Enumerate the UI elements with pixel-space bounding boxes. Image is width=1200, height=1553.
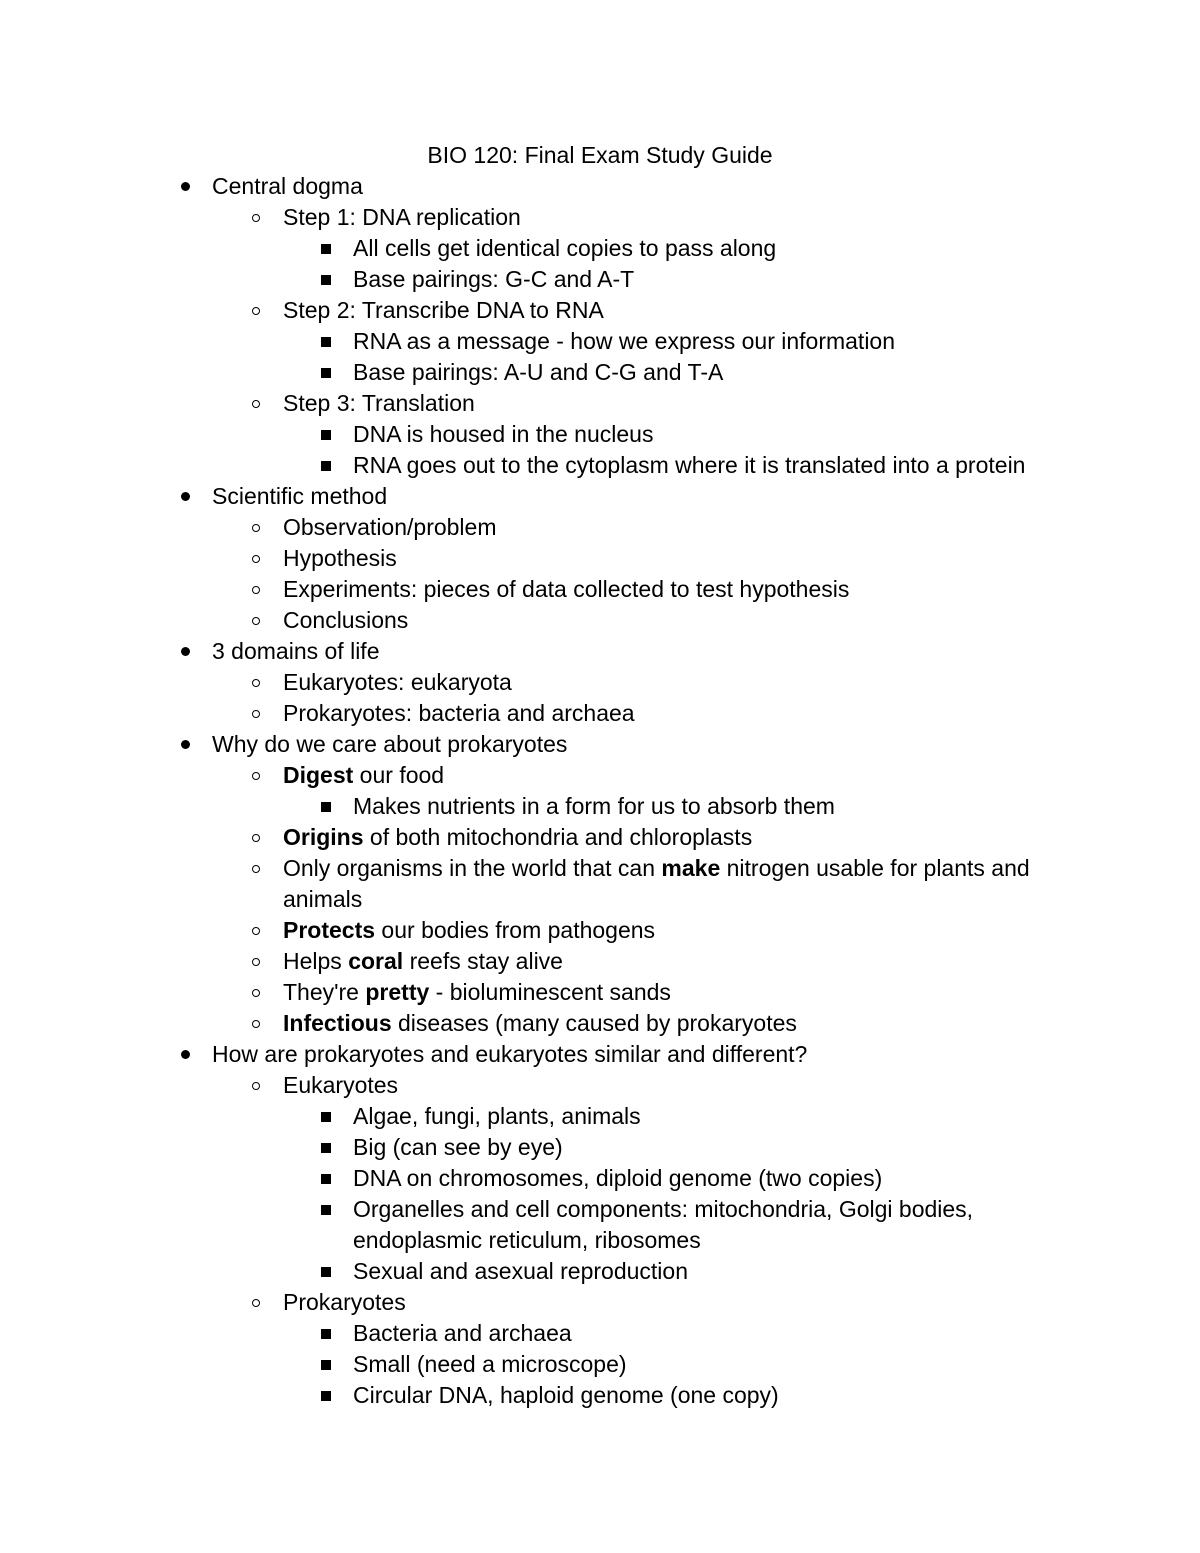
item-text: [353, 1101, 1060, 1132]
bullet-circle-icon: [246, 667, 266, 698]
item-text: [212, 729, 1060, 760]
item-emphasis: Infectious: [283, 1010, 392, 1036]
item-text-body: DNA is housed in the nucleus: [353, 421, 654, 447]
item-text-body: Prokaryotes: bacteria and archaea: [283, 700, 635, 726]
section-item: [0, 171, 1200, 202]
item-text-body: Bacteria and archaea: [353, 1320, 572, 1346]
item-text-body: Base pairings: A-U and C-G and T-A: [353, 359, 724, 385]
item-text: [353, 1256, 1060, 1287]
bullet-square-icon: [316, 450, 336, 481]
bullet-square-icon: [316, 1163, 336, 1194]
bullet-circle-icon: [246, 1287, 266, 1318]
item-emphasis: Digest: [283, 762, 354, 788]
bullet-circle-icon: [246, 760, 266, 791]
bullet-circle-icon: [246, 543, 266, 574]
item-text-body: Circular DNA, haploid genome (one copy): [353, 1382, 779, 1408]
item-text: [283, 202, 1060, 233]
item-emphasis: pretty: [365, 979, 430, 1005]
bullet-circle-icon: [246, 946, 266, 977]
item-text: [283, 698, 1060, 729]
item-text: [283, 543, 1060, 574]
bullet-square-icon: [316, 1349, 336, 1380]
item-emphasis: coral: [348, 948, 404, 974]
list-item: [0, 760, 1200, 791]
item-text-body: RNA as a message - how we express our information: [353, 328, 896, 354]
item-text: [283, 760, 1060, 791]
item-text: [353, 1349, 1060, 1380]
sub-list-item: [0, 264, 1200, 295]
item-text: [283, 915, 1060, 946]
item-text: [283, 977, 1060, 1008]
list-item: [0, 202, 1200, 233]
item-text: [283, 667, 1060, 698]
bullet-circle-icon: [246, 915, 266, 946]
sub-list-item: [0, 1256, 1200, 1287]
list-item: [0, 853, 1200, 915]
item-text-body: reefs stay alive: [403, 948, 563, 974]
bullet-square-icon: [316, 233, 336, 264]
item-text: [353, 233, 1060, 264]
item-text: [353, 264, 1060, 295]
item-text-body: Algae, fungi, plants, animals: [353, 1103, 641, 1129]
item-text: [283, 946, 1060, 977]
section-item: [0, 636, 1200, 667]
list-item: [0, 698, 1200, 729]
item-text: [353, 419, 1060, 450]
item-text-body: How are prokaryotes and eukaryotes similar and different?: [212, 1041, 808, 1067]
item-text-body: of both mitochondria and chloroplasts: [363, 824, 753, 850]
section-item: [0, 729, 1200, 760]
bullet-dot-icon: [175, 1039, 195, 1070]
list-item: [0, 1070, 1200, 1101]
bullet-square-icon: [316, 1318, 336, 1349]
bullet-square-icon: [316, 326, 336, 357]
item-text: [283, 1070, 1060, 1101]
item-text-lead: They're: [283, 979, 366, 1005]
item-text-body: Small (need a microscope): [353, 1351, 627, 1377]
item-text: [353, 450, 1060, 481]
item-text: [353, 1194, 1060, 1256]
sub-list-item: [0, 419, 1200, 450]
list-item: [0, 822, 1200, 853]
item-text-body: Observation/problem: [283, 514, 497, 540]
sub-list-item: [0, 1318, 1200, 1349]
item-text: [283, 388, 1060, 419]
item-text-body: our food: [353, 762, 445, 788]
item-text-body: All cells get identical copies to pass along: [353, 235, 777, 261]
outline-list: [0, 171, 1200, 1411]
bullet-circle-icon: [246, 202, 266, 233]
item-emphasis: Origins: [283, 824, 364, 850]
sub-list-item: [0, 1380, 1200, 1411]
document-title: BIO 120: Final Exam Study Guide: [427, 142, 773, 168]
sub-list-item: [0, 1101, 1200, 1132]
item-text-lead: Only organisms in the world that can: [283, 855, 662, 881]
bullet-dot-icon: [175, 729, 195, 760]
item-text-body: Eukaryotes: [283, 1072, 399, 1098]
bullet-square-icon: [316, 1194, 336, 1225]
bullet-circle-icon: [246, 977, 266, 1008]
bullet-square-icon: [316, 264, 336, 295]
item-text-body: Organelles and cell components: mitochondria, Golgi bodies, endoplasmic reticulum, ribosomes: [353, 1196, 974, 1253]
section-item: [0, 481, 1200, 512]
item-text-body: Eukaryotes: eukaryota: [283, 669, 512, 695]
item-text: [353, 1163, 1060, 1194]
item-text-body: Scientific method: [212, 483, 388, 509]
item-text: [353, 791, 1060, 822]
item-text-body: Why do we care about prokaryotes: [212, 731, 568, 757]
bullet-circle-icon: [246, 388, 266, 419]
item-text-body: - bioluminescent sands: [429, 979, 671, 1005]
section-item: [0, 1039, 1200, 1070]
sub-list-item: [0, 1132, 1200, 1163]
list-item: [0, 512, 1200, 543]
item-text: [283, 853, 1060, 915]
bullet-circle-icon: [246, 1070, 266, 1101]
sub-list-item: [0, 1194, 1200, 1256]
bullet-circle-icon: [246, 512, 266, 543]
item-text: [283, 1008, 1060, 1039]
bullet-dot-icon: [175, 481, 195, 512]
item-text-body: diseases (many caused by prokaryotes: [391, 1010, 797, 1036]
bullet-square-icon: [316, 791, 336, 822]
item-text-body: Central dogma: [212, 173, 363, 199]
sub-list-item: [0, 326, 1200, 357]
list-item: [0, 915, 1200, 946]
sub-list-item: [0, 791, 1200, 822]
list-item: [0, 543, 1200, 574]
bullet-circle-icon: [246, 1008, 266, 1039]
bullet-dot-icon: [175, 171, 195, 202]
item-text-body: Step 2: Transcribe DNA to RNA: [283, 297, 604, 323]
sub-list-item: [0, 1163, 1200, 1194]
item-emphasis: Protects: [283, 917, 376, 943]
item-text: [353, 1318, 1060, 1349]
item-text-body: DNA on chromosomes, diploid genome (two copies): [353, 1165, 883, 1191]
bullet-square-icon: [316, 419, 336, 450]
item-text-body: Step 3: Translation: [283, 390, 475, 416]
item-text-body: Base pairings: G-C and A-T: [353, 266, 635, 292]
item-text-body: Conclusions: [283, 607, 409, 633]
item-text-body: Makes nutrients in a form for us to absorb them: [353, 793, 835, 819]
item-text: [283, 295, 1060, 326]
item-text-body: Experiments: pieces of data collected to test hypothesis: [283, 576, 850, 602]
item-text: [212, 1039, 1060, 1070]
item-text: [283, 822, 1060, 853]
item-text-body: Big (can see by eye): [353, 1134, 563, 1160]
list-item: [0, 1008, 1200, 1039]
list-item: [0, 295, 1200, 326]
sub-list-item: [0, 450, 1200, 481]
item-text: [283, 574, 1060, 605]
item-text: [353, 1380, 1060, 1411]
bullet-circle-icon: [246, 574, 266, 605]
item-text: [283, 1287, 1060, 1318]
bullet-square-icon: [316, 1380, 336, 1411]
item-text: [283, 512, 1060, 543]
bullet-square-icon: [316, 1101, 336, 1132]
sub-list-item: [0, 1349, 1200, 1380]
item-text-body: Prokaryotes: [283, 1289, 406, 1315]
list-item: [0, 667, 1200, 698]
list-item: [0, 605, 1200, 636]
item-text-body: Sexual and asexual reproduction: [353, 1258, 689, 1284]
bullet-dot-icon: [175, 636, 195, 667]
sub-list-item: [0, 233, 1200, 264]
bullet-square-icon: [316, 357, 336, 388]
item-text-body: Step 1: DNA replication: [283, 204, 521, 230]
bullet-square-icon: [316, 1256, 336, 1287]
item-text: [212, 636, 1060, 667]
list-item: [0, 1287, 1200, 1318]
item-text: [353, 357, 1060, 388]
item-text-body: RNA goes out to the cytoplasm where it is translated into a protein: [353, 452, 1026, 478]
item-text: [353, 326, 1060, 357]
bullet-circle-icon: [246, 853, 266, 884]
item-text-body: nitrogen usable for plants and animals: [283, 855, 1030, 912]
item-text-body: Hypothesis: [283, 545, 397, 571]
bullet-circle-icon: [246, 822, 266, 853]
item-text: [283, 605, 1060, 636]
bullet-circle-icon: [246, 295, 266, 326]
bullet-circle-icon: [246, 698, 266, 729]
item-text: [212, 481, 1060, 512]
list-item: [0, 946, 1200, 977]
item-text-body: our bodies from pathogens: [375, 917, 656, 943]
bullet-square-icon: [316, 1132, 336, 1163]
item-text-body: 3 domains of life: [212, 638, 380, 664]
item-text: [353, 1132, 1060, 1163]
list-item: [0, 388, 1200, 419]
list-item: [0, 574, 1200, 605]
bullet-circle-icon: [246, 605, 266, 636]
item-emphasis: make: [661, 855, 721, 881]
item-text: [212, 171, 1060, 202]
sub-list-item: [0, 357, 1200, 388]
list-item: [0, 977, 1200, 1008]
item-text-lead: Helps: [283, 948, 349, 974]
